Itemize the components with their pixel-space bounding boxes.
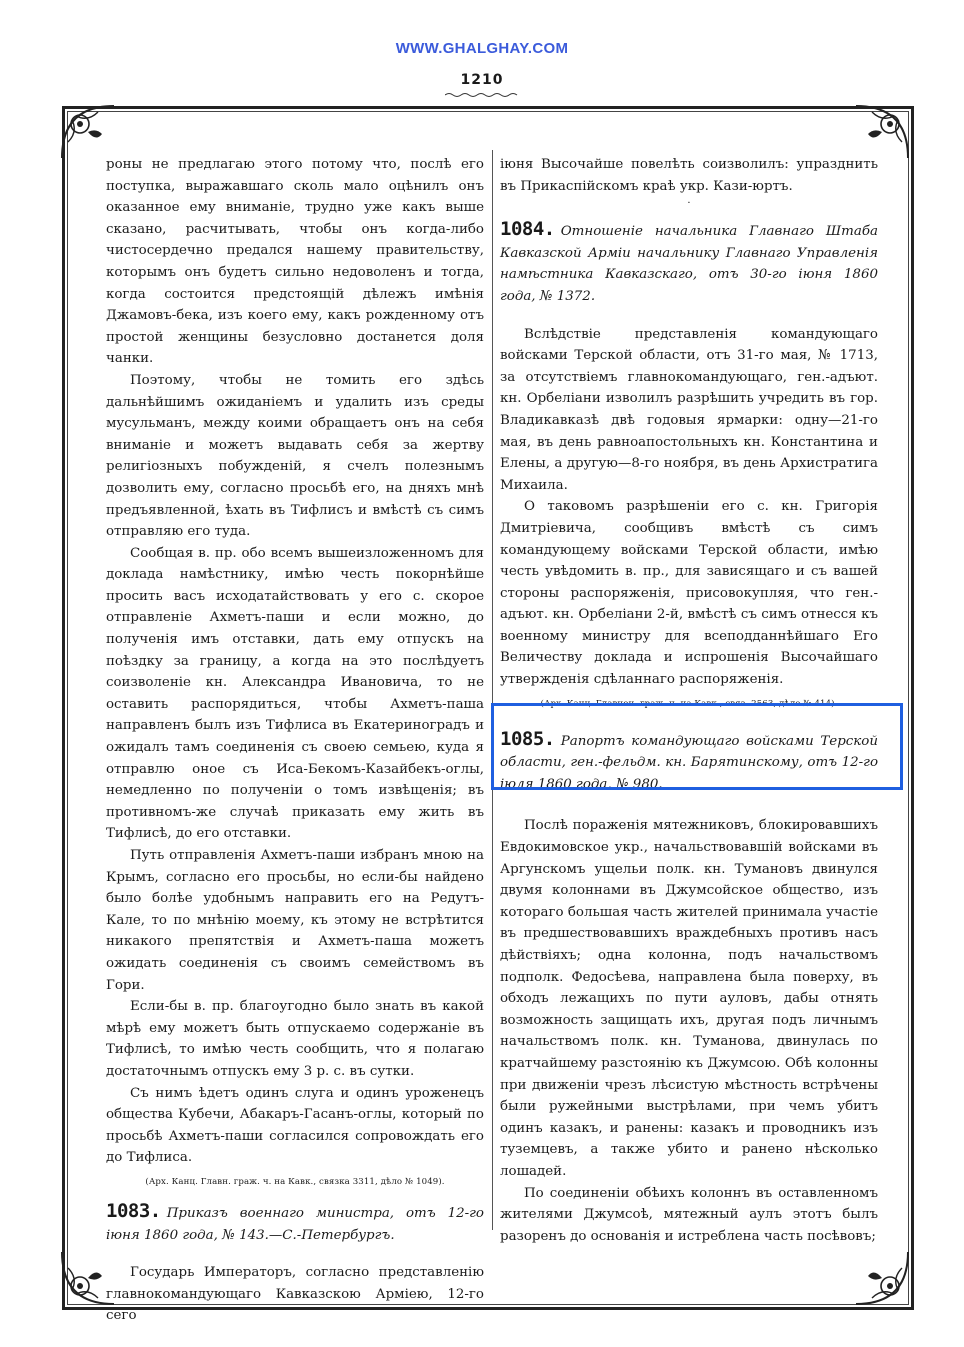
right-column	[500, 154, 878, 1247]
highlight-box-1085	[491, 703, 903, 790]
left-column	[106, 154, 484, 1327]
document-number: 1084.	[500, 218, 555, 241]
paragraph: Вслѣдствіе представленія командующаго войсками Терской области, отъ 31-го мая, № 1713, за отсутствіемъ главнокомандующаго, ген.-адъют. кн. Орбеліани изволилъ разрѣшить учредить въ гор. Владикавказѣ двѣ годовыя ярмарки: одну—21-го мая, въ день равноапостольныхъ кн. Константина и Елены, а другую—8-го ноября, въ день Архистратига Михаила.	[500, 326, 878, 493]
corner-ornament-icon	[852, 102, 912, 162]
paragraph: Государь Императоръ, согласно представленію главнокомандующаго Кавказскою Арміею, 12-го сего	[106, 1265, 484, 1324]
paragraph: Поэтому, чтобы не томить его здѣсь дальнѣйшимъ ожиданіемъ и удалить изъ среды мусульманъ, между коими обращаетъ онъ на себя вниманіе и можетъ выдавать себя за жертву религіозныхъ побужденій, я счелъ полезнымъ дозволить ему, согласно просьбѣ его, на дняхъ мнѣ предъявленной, ѣхать въ Тифлисъ и вмѣстѣ съ симъ отправляю его туда.	[106, 372, 484, 540]
separator-dot: ·	[687, 198, 691, 210]
document-heading-1083	[106, 1201, 484, 1246]
site-watermark: WWW.GHALGHAY.COM	[395, 40, 569, 57]
paragraph: Съ нимъ ѣдетъ одинъ слуга и одинъ уроженецъ общества Кубечи, Абакаръ-Гасанъ-оглы, который по просьбѣ Ахметъ-паши согласился сопровождать его до Тифлиса.	[106, 1085, 484, 1166]
document-title: Приказъ военнаго министра, отъ 12-го іюня 1860 года, № 143.—С.-Петербургъ.	[106, 1205, 484, 1243]
paragraph: По соединеніи обѣихъ колоннъ въ оставленномъ жителями Джумсоѣ, мятежный аулъ этотъ былъ разоренъ до основанія и истреблена часть посѣвовъ;	[500, 1185, 878, 1244]
page-number: 1210	[460, 72, 504, 88]
corner-ornament-icon	[58, 102, 118, 162]
document-title: Рапортъ командующаго войсками Терской области, ген.-фельдм. кн. Барятинскому, отъ 12-го іюля 1860 года, № 980.	[500, 733, 878, 792]
paragraph: О таковомъ разрѣшеніи его с. кн. Григорія Дмитріевича, сообщивъ вмѣстѣ съ симъ командующему войсками Терской области, имѣю честь увѣдомить в. пр., для зависящаго и съ вашей стороны распоряженія, присовокупляя, что ген.-адъют. кн. Орбеліани 2-й, вмѣстѣ съ симъ отнесся къ военному министру для всеподданнѣйшаго Его Величеству доклада и испрошенія Высочайшаго утвержденія сдѣланнаго распоряженія.	[500, 499, 878, 688]
paragraph: Путь отправленія Ахметъ-паши избранъ мною на Крымъ, согласно его просьбы, но если-бы найдено было болѣе удобнымъ направить его на Редутъ-Кале, то по мнѣнію моему, къ этому не встрѣтится никакого препятствія и Ахметъ-паша можетъ ожидать соединенія съ своимъ семействомъ въ Гори.	[106, 848, 484, 993]
paragraph: Если-бы в. пр. благоугодно было знать въ какой мѣрѣ ему можетъ быть отпускаемо содержаніе въ Тифлисѣ, то имѣю честь сообщить, что я полагаю достаточнымъ отпускъ ему 3 р. с. въ сутки.	[106, 999, 484, 1079]
paragraph: Послѣ пораженія мятежниковъ, блокировавшихъ Евдокимовское укр., начальствовавшій войсками въ Аргунскомъ ущельи полк. кн. Тумановъ двинулся двумя колоннами въ Джумсойское общество, изъ котораго большая часть жителей принимала участіе въ предшествовавшихъ враждебныхъ противъ насъ дѣйствіяхъ; одна колонна, подъ начальствомъ подполк. Федосѣева, направлена была поверху, въ обходъ лежащихъ по пути ауловъ, дабы отнять возможность защищать ихъ, другая подъ личнымъ начальствомъ полк. кн. Туманова, двинулась по кратчайшему разстоянію къ Джумсою. Обѣ колонны при движеніи чрезъ лѣсистую мѣстность встрѣчены были ружейными выстрѣлами, при чемъ убитъ одинъ казакъ, и ранены: казакъ и проводникъ изъ туземцевъ, а также убито и ранено нѣсколько лошадей.	[500, 818, 878, 1179]
document-title: Отношеніе начальника Главнаго Штаба Кавказской Арміи начальнику Главнаго Управленія намѣстника Кавказскаго, отъ 30-го іюня 1860 года, № 1372.	[500, 224, 878, 304]
paragraph: роны не предлагаю этого потому что, послѣ его поступка, выражавшаго сколь мало оцѣнилъ онъ оказанное ему вниманіе, трудно уже какъ выше сказано, расчитывать, чтобы онъ когда-либо чистосердечно предался нашему правительству, которымъ онъ будетъ сильно недоволенъ и тогда, когда состоится предстоящій дѣлежъ имѣнія Джамовъ-бека, изъ коего ему, какъ рожденному отъ простой женщины безусловно достанется доля чанки.	[106, 157, 484, 367]
document-number: 1085.	[500, 727, 555, 750]
column-divider	[492, 150, 493, 1230]
archive-reference: (Арх. Канц. Главнон. граж. ч. на Кавк., связ. 2563, дѣло № 414).	[540, 698, 838, 709]
wavy-rule-ornament	[445, 92, 519, 98]
archive-reference: (Арх. Канц. Главн. граж. ч. на Кавк., связка 3311, дѣло № 1049).	[145, 1176, 445, 1187]
document-heading-1084	[500, 219, 878, 307]
document-number: 1083.	[106, 1199, 161, 1222]
corner-ornament-icon	[852, 1248, 912, 1308]
paragraph: Сообщая в. пр. обо всемъ вышеизложенномъ для доклада намѣстнику, имѣю честь покорнѣйше просить васъ исходатайствовать у его с. скорое отправленіе Ахметъ-паши и если можно, до полученія имъ отставки, дать ему отпускъ на поѣздку за границу, а когда на это послѣдуетъ соизволеніе кн. Александра Ивановича, то не оставить распорядиться, чтобы Ахметъ-паша направленъ былъ изъ Тифлиса въ Екатериноградъ и ожидалъ тамъ соединенія съ своею семьею, куда я отправлю оное съ Иса-Бекомъ-Казайбекъ-оглы, немедленно по полученіи о томъ извѣщенія; въ противномъ-же случаѣ приказать ему жить въ Тифлисѣ, до его отставки.	[106, 545, 484, 842]
paragraph: іюня Высочайше повелѣть соизволилъ: упразднить въ Прикаспійскомъ краѣ укр. Кази-юртъ.	[500, 157, 878, 194]
